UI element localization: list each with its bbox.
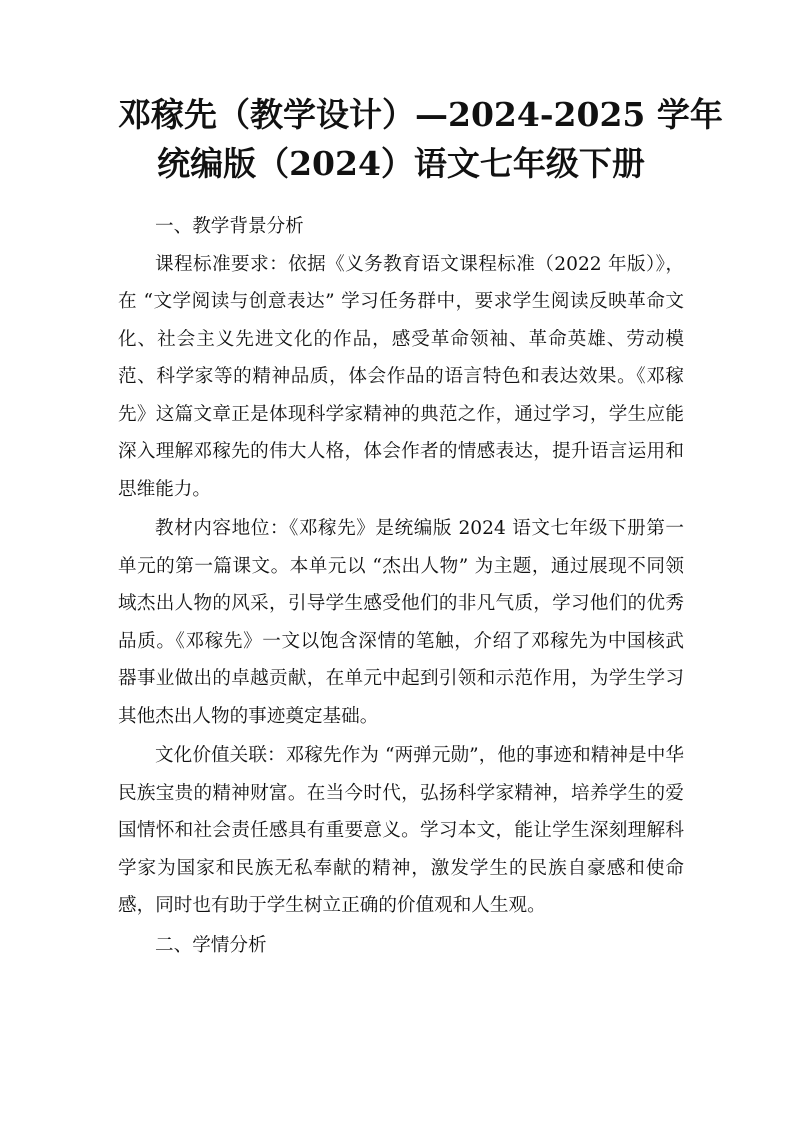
document-title [118,90,723,188]
title-line-1: 邓稼先（教学设计）—2024-2025 学年 [118,95,723,134]
section-heading-background: 一、教学背景分析 [155,216,304,237]
paragraph-textbook-position: 教材内容地位：《邓稼先》是统编版 2024 语文七年级下册第一单元的第一篇课文。本单元以 “杰出人物” 为主题，通过展现不同领域杰出人物的风采，引导学生感受他们的非凡气质，学习他们的优秀品质。《邓稼先》一文以饱含深情的笔触，介绍了邓稼先为中国核武器事业做出的卓越贡献，在单元中起到引领和示范作用，为学生学习其他杰出人物的事迹奠定基础。 [118,518,684,727]
paragraph-curriculum-standard: 课程标准要求：依据《义务教育语文课程标准（2022 年版）》，在 “文学阅读与创意表达” 学习任务群中，要求学生阅读反映革命文化、社会主义先进文化的作品，感受革命领袖、革命英雄、劳动模范、科学家等的精神品质，体会作品的语言特色和表达效果。《邓稼先》这篇文章正是体现科学家精神的典范之作，通过学习，学生应能深入理解邓稼先的伟大人格，体会作者的情感表达，提升语言运用和思维能力。 [118,253,684,500]
document-body [118,208,684,964]
title-line-2: 统编版（2024）语文七年级下册 [157,144,645,183]
paragraph-cultural-value: 文化价值关联：邓稼先作为 “两弹元勋”，他的事迹和精神是中华民族宝贵的精神财富。在当今时代，弘扬科学家精神，培养学生的爱国情怀和社会责任感具有重要意义。学习本文，能让学生深刻理解科学家为国家和民族无私奉献的精神，激发学生的民族自豪感和使命感，同时也有助于学生树立正确的价值观和人生观。 [118,745,684,916]
section-heading-learner-analysis: 二、学情分析 [155,934,267,956]
